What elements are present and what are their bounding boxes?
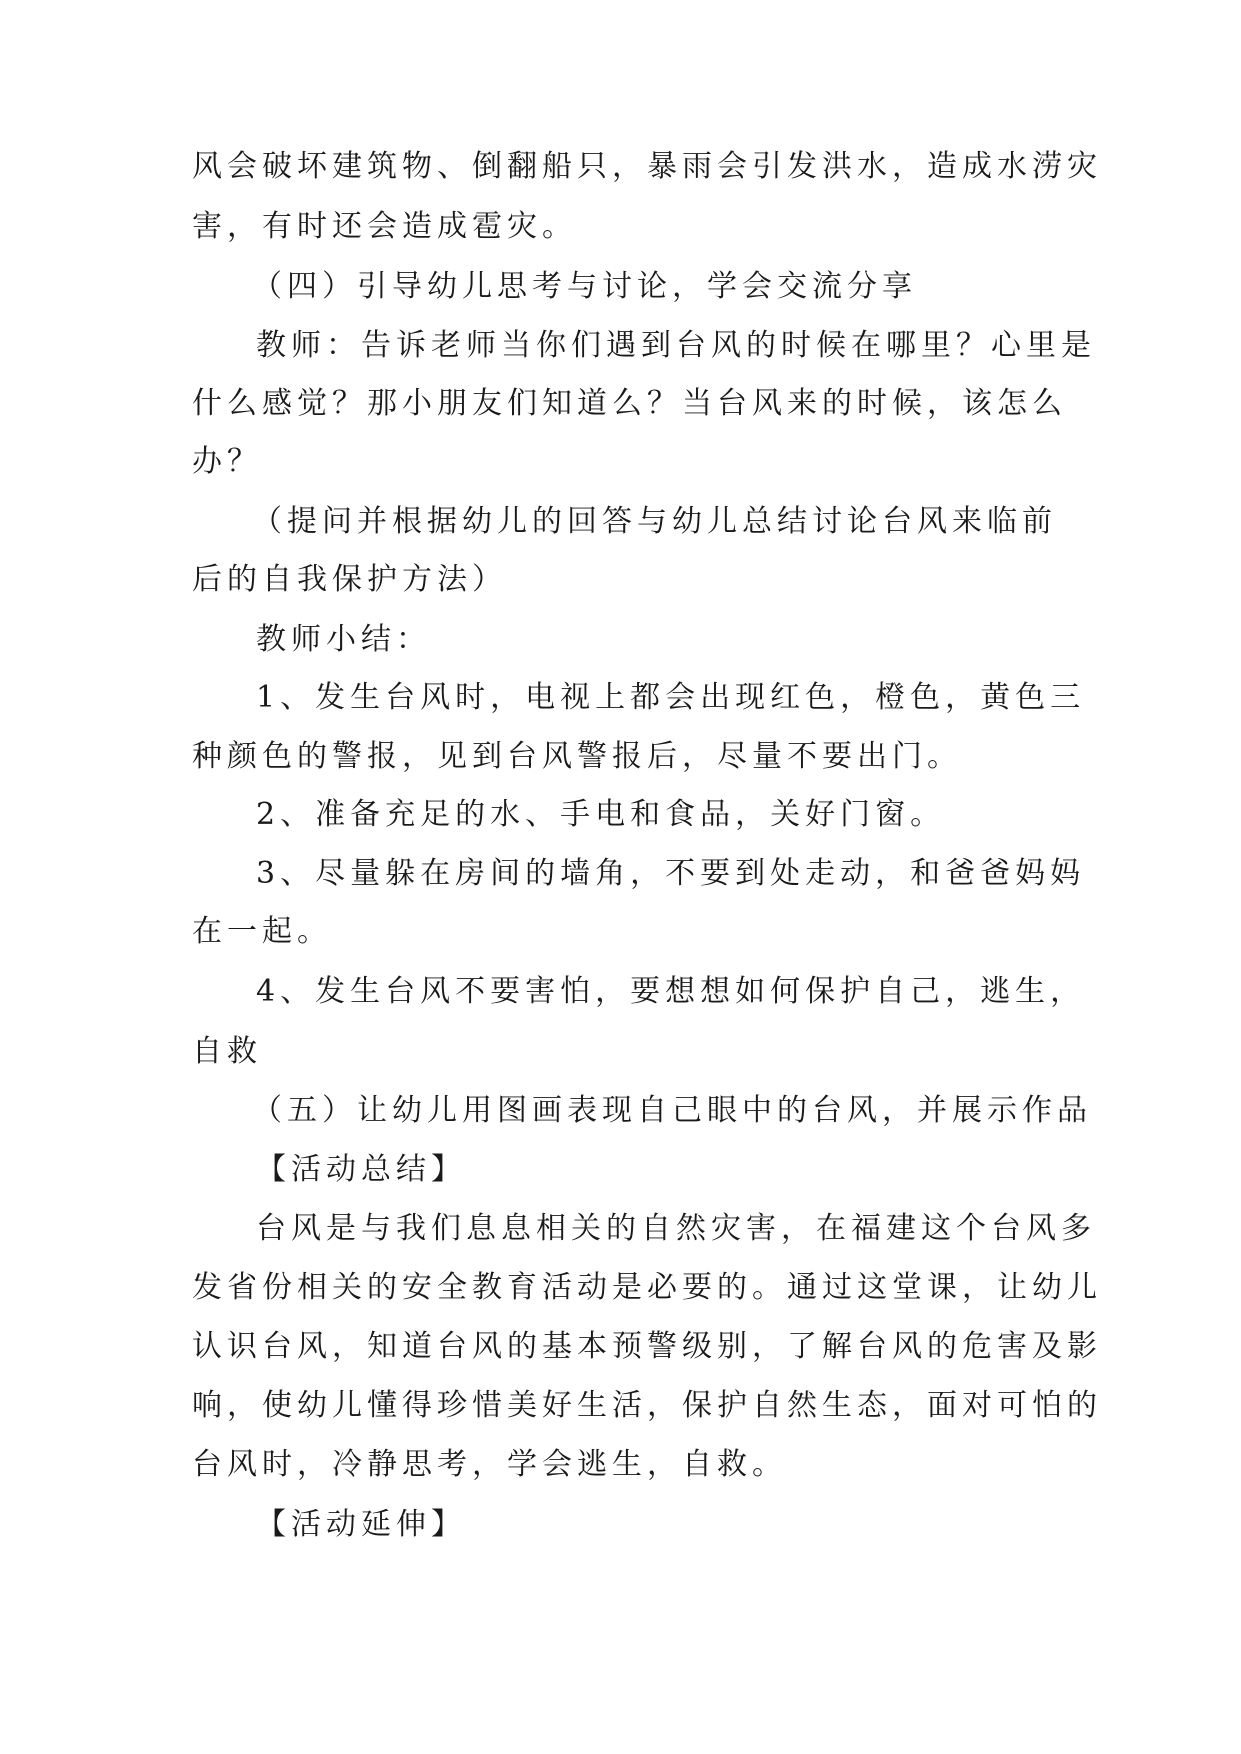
list-item: 1、发生台风时，电视上都会出现红色，橙色，黄色三 — [256, 680, 1086, 715]
text-line: 发省份相关的安全教育活动是必要的。通过这堂课，让幼儿 — [192, 1270, 1102, 1305]
text-line: 害，有时还会造成雹灾。 — [192, 209, 577, 244]
text-line: 自救 — [192, 1034, 262, 1069]
text-line: 风会破坏建筑物、倒翻船只，暴雨会引发洪水，造成水涝灾 — [192, 149, 1102, 184]
section-heading: （四）引导幼儿思考与讨论，学会交流分享 — [252, 269, 917, 304]
list-item: 4、发生台风不要害怕，要想想如何保护自己，逃生， — [256, 974, 1086, 1009]
text-line: （提问并根据幼儿的回答与幼儿总结讨论台风来临前 — [252, 504, 1057, 539]
section-heading: （五）让幼儿用图画表现自己眼中的台风，并展示作品 — [252, 1093, 1092, 1128]
section-heading: 【活动延伸】 — [256, 1507, 466, 1542]
text-line: 台风时，冷静思考，学会逃生，自救。 — [192, 1447, 787, 1482]
text-line: 认识台风，知道台风的基本预警级别，了解台风的危害及影 — [192, 1329, 1102, 1364]
list-item: 2、准备充足的水、手电和食品，关好门窗。 — [256, 797, 946, 832]
section-heading: 【活动总结】 — [256, 1152, 466, 1187]
text-line: 后的自我保护方法） — [192, 562, 507, 597]
text-line: 种颜色的警报，见到台风警报后，尽量不要出门。 — [192, 739, 962, 774]
list-item: 3、尽量躲在房间的墙角，不要到处走动，和爸爸妈妈 — [256, 856, 1086, 891]
text-line: 教师：告诉老师当你们遇到台风的时候在哪里？心里是 — [256, 328, 1096, 363]
text-line: 在一起。 — [192, 914, 332, 949]
text-line: 什么感觉？那小朋友们知道么？当台风来的时候，该怎么 — [192, 386, 1067, 421]
text-line: 台风是与我们息息相关的自然灾害，在福建这个台风多 — [256, 1211, 1096, 1246]
text-line: 办？ — [192, 444, 262, 479]
subheading: 教师小结： — [256, 622, 431, 657]
text-line: 响，使幼儿懂得珍惜美好生活，保护自然生态，面对可怕的 — [192, 1388, 1102, 1423]
